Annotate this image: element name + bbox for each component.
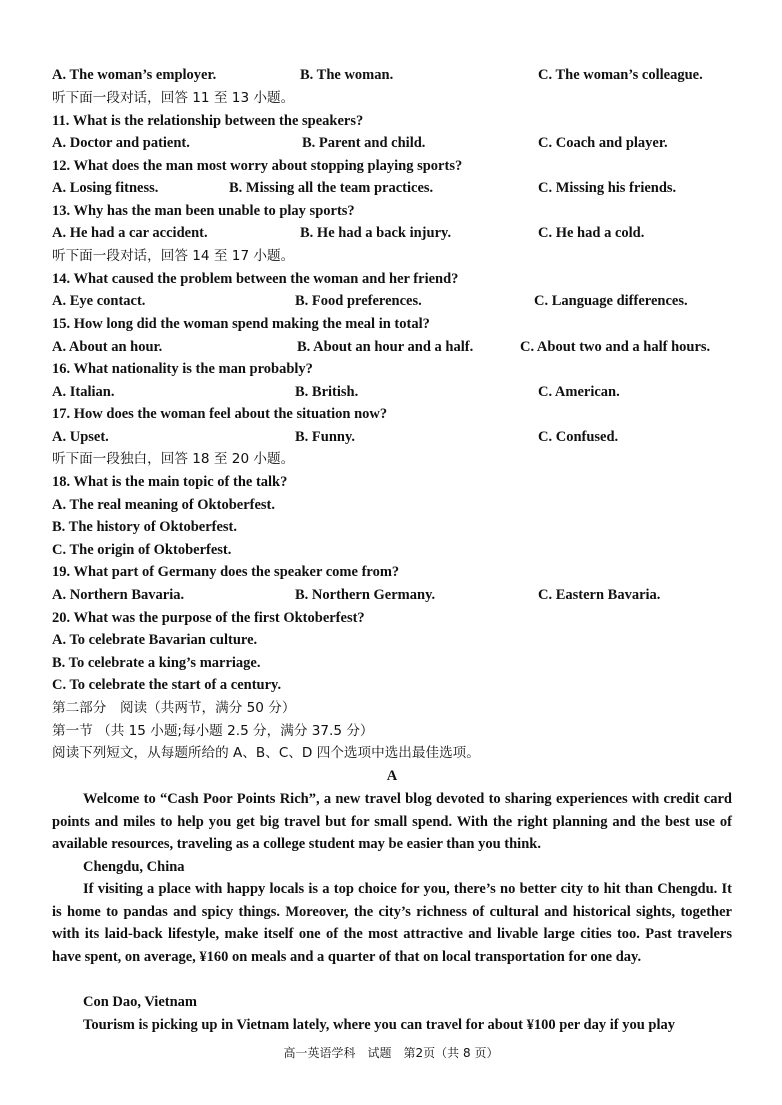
q18-option-b: B. The history of Oktoberfest. bbox=[52, 519, 238, 535]
q20-option-c: C. To celebrate the start of a century. bbox=[52, 677, 282, 693]
q17-option-a: A. Upset. bbox=[52, 429, 109, 445]
q12-option-a: A. Losing fitness. bbox=[52, 180, 159, 196]
passage-intro bbox=[52, 788, 732, 856]
city1-heading: Chengdu, China bbox=[83, 859, 185, 875]
part2-title: 第二部分 阅读（共两节，满分 50 分） bbox=[52, 700, 296, 716]
q15-stem: 15. How long did the woman spend making the meal in total? bbox=[52, 316, 430, 332]
q16-option-b: B. British. bbox=[295, 384, 359, 400]
q20-option-a: A. To celebrate Bavarian culture. bbox=[52, 632, 258, 648]
city1-paragraph bbox=[52, 878, 732, 968]
monologue-instruction-18-20: 听下面一段独白，回答 18 至 20 小题。 bbox=[52, 451, 295, 467]
q15-option-b: B. About an hour and a half. bbox=[297, 339, 474, 355]
q17-stem: 17. How does the woman feel about the situation now? bbox=[52, 406, 388, 422]
q18-option-c: C. The origin of Oktoberfest. bbox=[52, 542, 232, 558]
q17-option-c: C. Confused. bbox=[538, 429, 619, 445]
q14-option-b: B. Food preferences. bbox=[295, 293, 422, 309]
q18-stem: 18. What is the main topic of the talk? bbox=[52, 474, 288, 490]
q13-option-a: A. He had a car accident. bbox=[52, 225, 208, 241]
city2-heading: Con Dao, Vietnam bbox=[83, 994, 197, 1010]
section1-title: 第一节 （共 15 小题;每小题 2.5 分，满分 37.5 分） bbox=[52, 723, 374, 739]
q16-stem: 16. What nationality is the man probably? bbox=[52, 361, 313, 377]
q10-option-c: C. The woman’s colleague. bbox=[538, 67, 703, 83]
q11-option-a: A. Doctor and patient. bbox=[52, 135, 190, 151]
city1-text: If visiting a place with happy locals is a top choice for you, there’s no better city to hit than Chengdu. It is home to pandas and spicy things. Moreover, the city’s richness of cultural and historical sights, together with its laid-back lifestyle, make itself one of the most attractive and livable large cities too. Past travelers have spent, on average, ¥160 on meals and a quarter of that on local transportation for one day. bbox=[52, 881, 732, 965]
q15-option-a: A. About an hour. bbox=[52, 339, 163, 355]
q14-option-a: A. Eye contact. bbox=[52, 293, 146, 309]
q20-stem: 20. What was the purpose of the first Oktoberfest? bbox=[52, 610, 365, 626]
dialogue-instruction-14-17: 听下面一段对话，回答 14 至 17 小题。 bbox=[52, 248, 295, 264]
q16-option-a: A. Italian. bbox=[52, 384, 115, 400]
q11-option-b: B. Parent and child. bbox=[302, 135, 426, 151]
q15-option-c: C. About two and a half hours. bbox=[520, 339, 711, 355]
q13-option-c: C. He had a cold. bbox=[538, 225, 645, 241]
q14-stem: 14. What caused the problem between the woman and her friend? bbox=[52, 271, 459, 287]
q11-stem: 11. What is the relationship between the speakers? bbox=[52, 113, 364, 129]
page-footer: 高一英语学科 试题 第2页（共 8 页） bbox=[283, 1046, 499, 1060]
q13-option-b: B. He had a back injury. bbox=[300, 225, 452, 241]
q12-stem: 12. What does the man most worry about stopping playing sports? bbox=[52, 158, 463, 174]
q19-stem: 19. What part of Germany does the speaker come from? bbox=[52, 564, 400, 580]
dialogue-instruction-11-13: 听下面一段对话，回答 11 至 13 小题。 bbox=[52, 90, 295, 106]
passage-intro-text: Welcome to “Cash Poor Points Rich”, a new travel blog devoted to sharing experiences with credit card points and miles to help you get big travel but for small spend. With the right planning and the best use of available resources, traveling as a college student may be easier than you think. bbox=[52, 791, 732, 853]
q17-option-b: B. Funny. bbox=[295, 429, 356, 445]
q10-option-b: B. The woman. bbox=[300, 67, 394, 83]
q19-option-a: A. Northern Bavaria. bbox=[52, 587, 185, 603]
q13-stem: 13. Why has the man been unable to play sports? bbox=[52, 203, 355, 219]
q10-option-a: A. The woman’s employer. bbox=[52, 67, 217, 83]
q20-option-b: B. To celebrate a king’s marriage. bbox=[52, 655, 261, 671]
q11-option-c: C. Coach and player. bbox=[538, 135, 668, 151]
q12-option-c: C. Missing his friends. bbox=[538, 180, 677, 196]
city2-text: Tourism is picking up in Vietnam lately, where you can travel for about ¥100 per day if you play bbox=[83, 1017, 676, 1033]
q18-option-a: A. The real meaning of Oktoberfest. bbox=[52, 497, 275, 513]
passage-label: A bbox=[386, 768, 398, 784]
q19-option-b: B. Northern Germany. bbox=[295, 587, 436, 603]
q16-option-c: C. American. bbox=[538, 384, 620, 400]
q19-option-c: C. Eastern Bavaria. bbox=[538, 587, 661, 603]
q14-option-c: C. Language differences. bbox=[534, 293, 688, 309]
q12-option-b: B. Missing all the team practices. bbox=[229, 180, 434, 196]
reading-instruction: 阅读下列短文，从每题所给的 A、B、C、D 四个选项中选出最佳选项。 bbox=[52, 745, 480, 761]
